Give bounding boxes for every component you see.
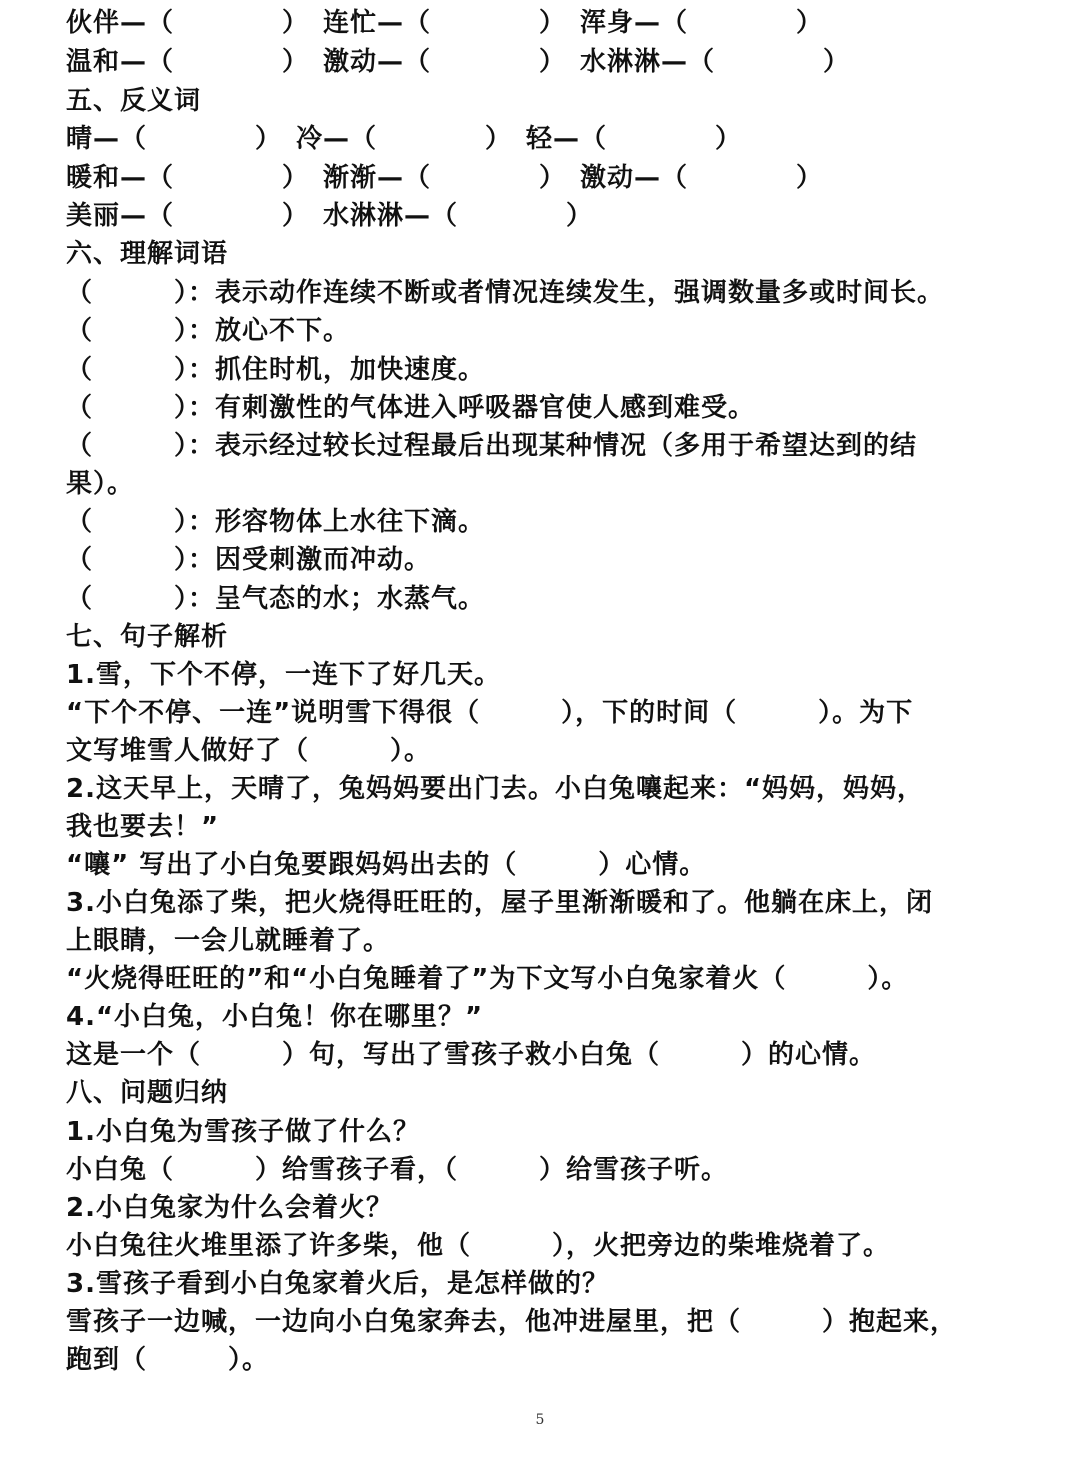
sentence-question-1: 1.雪，下个不停，一连下了好几天。 bbox=[66, 660, 501, 690]
sentence-question-3-line-2: 上眼睛，一会儿就睡着了。 bbox=[66, 926, 391, 956]
definition-5-line-2: 果）。 bbox=[66, 469, 135, 499]
sentence-question-3-line-1: 3.小白兔添了柴，把火烧得旺旺的，屋子里渐渐暖和了。他躺在床上，闭 bbox=[66, 888, 933, 918]
definition-8: （ ）：呈气态的水；水蒸气。 bbox=[66, 584, 486, 614]
antonym-row-3: 美丽—（ ） 水淋淋—（ ） bbox=[66, 201, 594, 231]
sentence-question-2-line-2: 我也要去！” bbox=[66, 812, 220, 842]
summary-question-1: 1.小白兔为雪孩子做了什么？ bbox=[66, 1117, 420, 1147]
definition-4: （ ）：有刺激性的气体进入呼吸器官使人感到难受。 bbox=[66, 393, 756, 423]
sentence-answer-2: “嚷” 写出了小白兔要跟妈妈出去的（ ）心情。 bbox=[66, 850, 707, 880]
definition-5-line-1: （ ）：表示经过较长过程最后出现某种情况（多用于希望达到的结 bbox=[66, 431, 918, 461]
definition-2: （ ）：放心不下。 bbox=[66, 316, 351, 346]
page-number: 5 bbox=[535, 1412, 545, 1428]
summary-question-3: 3.雪孩子看到小白兔家着火后，是怎样做的？ bbox=[66, 1269, 609, 1299]
section-heading-antonyms: 五、反义词 bbox=[66, 86, 202, 116]
summary-answer-3-line-1: 雪孩子一边喊，一边向小白兔家奔去，他冲进屋里，把（ ）抱起来， bbox=[66, 1307, 958, 1337]
antonym-row-1: 晴—（ ） 冷—（ ） 轻—（ ） bbox=[66, 124, 743, 154]
summary-answer-3-line-2: 跑到（ ）。 bbox=[66, 1345, 270, 1375]
sentence-question-4: 4.“小白兔，小白兔！你在哪里？” bbox=[66, 1002, 484, 1032]
synonym-row-1: 伙伴—（ ） 连忙—（ ） 浑身—（ ） bbox=[66, 8, 824, 38]
synonym-row-2: 温和—（ ） 激动—（ ） 水淋淋—（ ） bbox=[66, 47, 851, 77]
definition-1: （ ）：表示动作连续不断或者情况连续发生，强调数量多或时间长。 bbox=[66, 278, 945, 308]
summary-answer-1: 小白兔（ ）给雪孩子看，（ ）给雪孩子听。 bbox=[66, 1155, 729, 1185]
antonym-row-2: 暖和—（ ） 渐渐—（ ） 激动—（ ） bbox=[66, 163, 824, 193]
definition-7: （ ）：因受刺激而冲动。 bbox=[66, 545, 432, 575]
section-heading-sentences: 七、句子解析 bbox=[66, 622, 229, 652]
definition-6: （ ）：形容物体上水往下滴。 bbox=[66, 507, 486, 537]
sentence-answer-1-line-2: 文写堆雪人做好了（ ）。 bbox=[66, 736, 432, 766]
summary-question-2: 2.小白兔家为什么会着火？ bbox=[66, 1193, 393, 1223]
definition-3: （ ）：抓住时机，加快速度。 bbox=[66, 355, 486, 385]
section-heading-summary: 八、问题归纳 bbox=[66, 1078, 229, 1108]
sentence-answer-1-line-1: “下个不停、一连”说明雪下得很（ ），下的时间（ ）。为下 bbox=[66, 698, 914, 728]
sentence-answer-3: “火烧得旺旺的”和“小白兔睡着了”为下文写小白兔家着火（ ）。 bbox=[66, 964, 909, 994]
sentence-answer-4: 这是一个（ ）句，写出了雪孩子救小白兔（ ）的心情。 bbox=[66, 1040, 877, 1070]
summary-answer-2: 小白兔往火堆里添了许多柴，他（ ），火把旁边的柴堆烧着了。 bbox=[66, 1231, 891, 1261]
sentence-question-2-line-1: 2.这天早上，天晴了，兔妈妈要出门去。小白兔嚷起来：“妈妈，妈妈， bbox=[66, 774, 925, 804]
section-heading-definitions: 六、理解词语 bbox=[66, 239, 229, 269]
